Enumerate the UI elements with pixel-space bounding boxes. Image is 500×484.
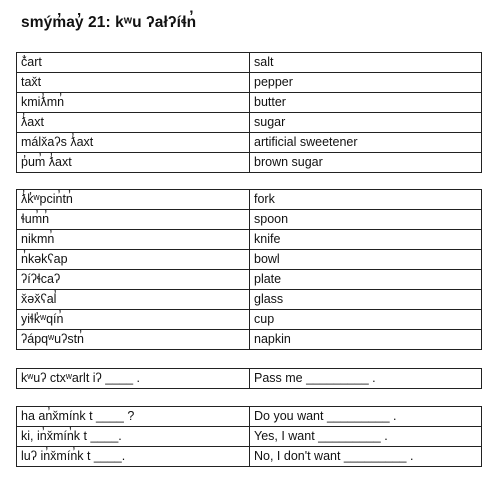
word-cell: ha an̓x̌mínk t ____ ? <box>17 407 250 427</box>
word-cell: kʷuʔ ctxʷarlt iʔ ____ . <box>17 369 250 389</box>
word-cell: p̓um̓ ƛ̓axt <box>17 153 250 173</box>
meaning-cell: cup <box>250 310 482 330</box>
table-row <box>17 153 482 173</box>
meaning-cell: sugar <box>250 113 482 133</box>
meaning-cell: Do you want _________ . <box>250 407 482 427</box>
word-cell: tax̌t <box>17 73 250 93</box>
word-cell: málx̌aʔs ƛ̓axt <box>17 133 250 153</box>
table-row <box>17 113 482 133</box>
word-cell: x̌əx̌ʕal̓ <box>17 290 250 310</box>
table-row <box>17 133 482 153</box>
word-cell: ɬum̓n̓ <box>17 210 250 230</box>
table-row <box>17 250 482 270</box>
table-row <box>17 93 482 113</box>
meaning-cell: Yes, I want _________ . <box>250 427 482 447</box>
table-row <box>17 230 482 250</box>
meaning-cell: brown sugar <box>250 153 482 173</box>
meaning-cell: butter <box>250 93 482 113</box>
questions-table <box>16 406 482 467</box>
table-row <box>17 73 482 93</box>
meaning-cell: pepper <box>250 73 482 93</box>
page-title: smým̓ay̓ 21: kʷu ʔałʔíɬn̓ <box>21 14 197 31</box>
meaning-cell: spoon <box>250 210 482 230</box>
table-row <box>17 290 482 310</box>
meaning-cell: fork <box>250 190 482 210</box>
table-row <box>17 270 482 290</box>
table-row <box>17 310 482 330</box>
word-cell: ʔápqʷuʔstn̓ <box>17 330 250 350</box>
word-cell: ki, in̓x̌mín̓k t ____. <box>17 427 250 447</box>
word-cell: č̓art <box>17 53 250 73</box>
meaning-cell: salt <box>250 53 482 73</box>
table-row <box>17 407 482 427</box>
meaning-cell: plate <box>250 270 482 290</box>
table-row <box>17 53 482 73</box>
meaning-cell: No, I don't want _________ . <box>250 447 482 467</box>
meaning-cell: napkin <box>250 330 482 350</box>
word-cell: luʔ in̓x̌mín̓k t ____. <box>17 447 250 467</box>
pass-me-table <box>16 368 482 389</box>
table-row <box>17 447 482 467</box>
table-row <box>17 210 482 230</box>
meaning-cell: glass <box>250 290 482 310</box>
word-cell: ƛ̓axt <box>17 113 250 133</box>
word-cell: n̓kəkʕap <box>17 250 250 270</box>
utensils-table <box>16 189 482 350</box>
meaning-cell: artificial sweetener <box>250 133 482 153</box>
word-cell: yiɬk̓ʷqín̓ <box>17 310 250 330</box>
table-row <box>17 369 482 389</box>
word-cell: kmiƛ̓mn̓ <box>17 93 250 113</box>
condiments-table <box>16 52 482 173</box>
table-row <box>17 190 482 210</box>
word-cell: nikmn̓ <box>17 230 250 250</box>
word-cell: ƛ̓k̓ʷpcin̓tn̓ <box>17 190 250 210</box>
meaning-cell: Pass me _________ . <box>250 369 482 389</box>
table-row <box>17 330 482 350</box>
table-row <box>17 427 482 447</box>
meaning-cell: knife <box>250 230 482 250</box>
meaning-cell: bowl <box>250 250 482 270</box>
word-cell: ʔíʔɬcaʔ <box>17 270 250 290</box>
